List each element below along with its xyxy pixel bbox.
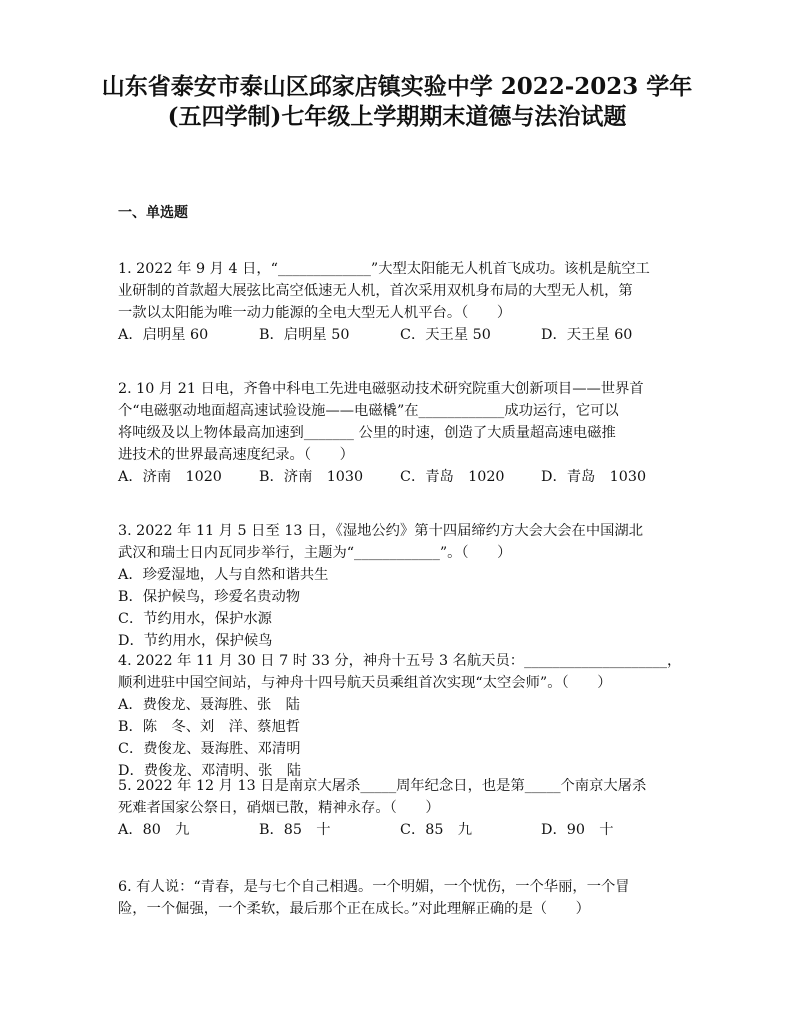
question-3 (118, 520, 682, 652)
question-2 (118, 378, 682, 488)
question-text-line: 险，一个倔强，一个柔软，最后那个正在成长。”对此理解正确的是（ ） (118, 901, 590, 917)
option-d: D．天王星 60 (541, 327, 633, 343)
question-text-line: 死难者国家公祭日，硝烟已散，精神永存。（ ） (118, 800, 440, 816)
question-text-line: 5. 2022 年 12 月 13 日是南京大屠杀_____周年纪念日，也是第_____个南京大屠杀 (118, 778, 647, 794)
option-b: B．85 十 (259, 822, 331, 838)
option-a: A．启明星 60 (118, 327, 209, 343)
options-row (118, 466, 682, 488)
question-text-line: 4. 2022 年 11 月 30 日 7 时 33 分，神舟十五号 3 名航天员：____________________， (118, 653, 682, 669)
option-d: D．90 十 (541, 822, 614, 838)
question-text-line: 顺利进驻中国空间站，与神舟十四号航天员乘组首次实现“太空会师”。（ ） (118, 675, 612, 691)
option-d: D．节约用水，保护候鸟 (118, 633, 273, 649)
question-text-line: 6. 有人说：“青春，是与七个自己相遇。一个明媚，一个忧伤，一个华丽，一个冒 (118, 879, 630, 895)
title-line-2: (五四学制)七年级上学期期末道德与法治试题 (167, 103, 627, 130)
question-text-line: 2. 10 月 21 日电，齐鲁中科电工先进电磁驱动技术研究院重大创新项目——世界首 (118, 381, 644, 397)
option-b: B．启明星 50 (259, 327, 350, 343)
document-title (60, 72, 734, 132)
option-b: B．陈 冬、刘 洋、蔡旭哲 (118, 719, 301, 735)
option-d: D．费俊龙、邓清明、张 陆 (118, 763, 302, 779)
option-c: C．青岛 1020 (400, 469, 505, 485)
options-row (118, 819, 682, 841)
question-text-line: 将吨级及以上物体最高加速到_______ 公里的时速，创造了大质量超高速电磁推 (118, 425, 616, 441)
question-6 (118, 876, 682, 920)
question-4 (118, 650, 682, 782)
option-d: D．青岛 1030 (541, 469, 647, 485)
option-b: B．济南 1030 (259, 469, 364, 485)
question-text-line: 武汉和瑞士日内瓦同步举行，主题为“____________”。（ ） (118, 545, 512, 561)
title-line-1: 山东省泰安市泰山区邱家店镇实验中学 2022-2023 学年 (101, 73, 693, 100)
option-b: B．保护候鸟，珍爱名贵动物 (118, 589, 301, 605)
option-c: C．天王星 50 (400, 327, 491, 343)
question-text-line: 3. 2022 年 11 月 5 日至 13 日，《湿地公约》第十四届缔约方大会大会在中国湖北 (118, 523, 644, 539)
section-heading: 一、单选题 (118, 205, 188, 221)
question-text-line: 1. 2022 年 9 月 4 日，“_____________”大型太阳能无人机首飞成功。该机是航空工 (118, 261, 650, 277)
question-5 (118, 775, 682, 841)
option-c: C．费俊龙、聂海胜、邓清明 (118, 741, 301, 757)
options-grid (118, 694, 682, 782)
question-1 (118, 258, 682, 346)
option-a: A．珍爱湿地，人与自然和谐共生 (118, 567, 329, 583)
option-c: C．85 九 (400, 822, 473, 838)
option-a: A．济南 1020 (118, 469, 222, 485)
option-c: C．节约用水，保护水源 (118, 611, 272, 627)
question-text-line: 进技术的世界最高速度纪录。（ ） (118, 447, 354, 463)
question-text-line: 个“电磁驱动地面超高速试验设施——电磁橇”在____________成功运行，它可以 (118, 403, 619, 419)
options-grid (118, 564, 682, 652)
options-row (118, 324, 682, 346)
question-text-line: 业研制的首款超大展弦比高空低速无人机，首次采用双机身布局的大型无人机，第 (118, 283, 633, 299)
question-text-line: 一款以太阳能为唯一动力能源的全电大型无人机平台。（ ） (118, 305, 512, 321)
option-a: A．费俊龙、聂海胜、张 陆 (118, 697, 300, 713)
option-a: A．80 九 (118, 822, 190, 838)
